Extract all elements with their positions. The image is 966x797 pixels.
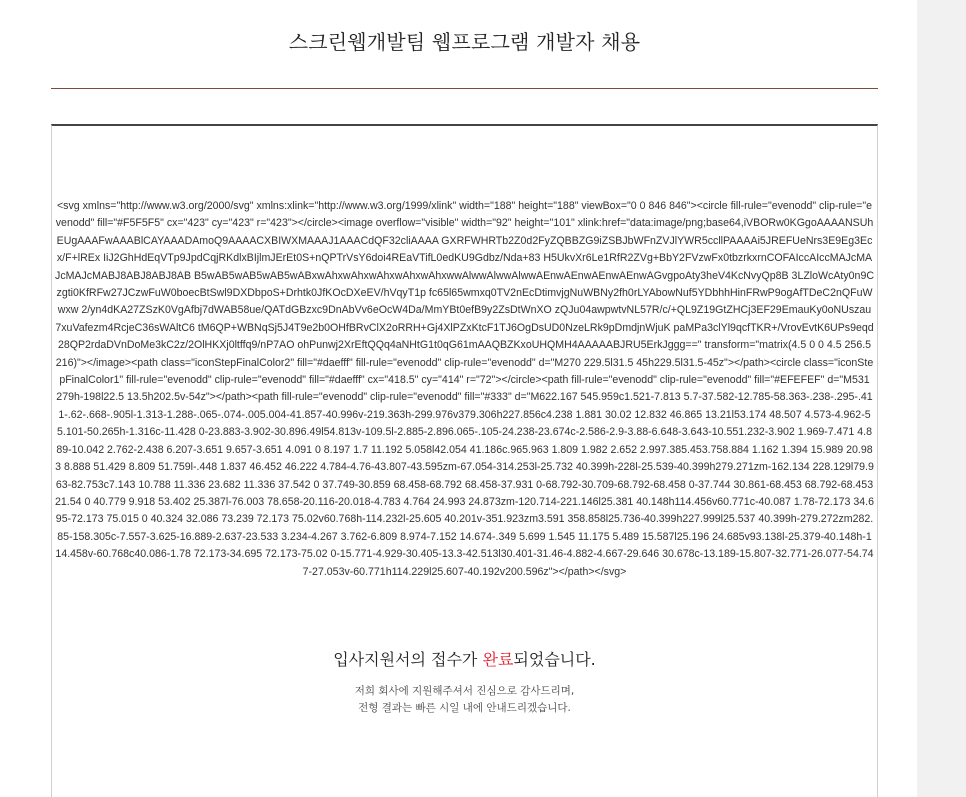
- title-divider: [51, 88, 878, 89]
- completion-card: [51, 124, 878, 797]
- completion-message: [52, 647, 877, 670]
- raw-svg-icon-source: <svg xmlns="http://www.w3.org/2000/svg" xmlns:xlink="http://www.w3.org/1999/xlink" width="188" height="188" viewBox="0 0 846 846"><circle fill-rule="evenodd" clip-rule="evenodd" fill="#F5F5F5" cx="423" cy="423" r="423"></circle><image overflow="visible" width="92" height="101" xlink:href="data:image/png;base64,iVBORw0KGgoAAAANSUhEUgAAAFwAAABlCAYAAADAmoQ9AAAACXBIWXMAAAJ1AAACdQF32cliAAAA GXRFWHRTb2Z0d2FyZQBBZG9iZSBJbWFnZVJlYWR5ccllPAAAAi5JREFUeNrs3E9Eg3Ecx/F+lREx IiJ2GhHdEqVTp9JpdCqjRKdlxBIjlmJErEt0S+nQPTrVsY6doi4REaVTifL0edKU9Gdbz/Nda+83 H5UkvXr6Le1RfR2ZVg+BbY2FVzwFx0tbzrkxrnCOFAIccAIccMAJcMAJcMAJcMABJ8ABJ8ABJ8AB B5wAB5wAB5wAB5wABxwAhxwAhxwAhxwAhxwAhxwwAlwwAlwwAlwwAEnwAEnwAEnwAEnwAGvgpoAty3heV4KcNvyQp8B 3LZloWcAty0n9Czgti0KfRFw27JCzwFuW0boecBtSwl9DXDbpoS+Drhtk0JfKOcDXeEV/hVqyT1p fc65l65wmxq0TV2nEcDtimvjgNuWBNy2fh0rLYAbowNuf5YDbhhHinFRwP9ogAfTDeC2nQFuWwxw 2/yn4dKA27ZSzK0VgAfbj7dWAB58ue/QATdGBzxc9DnAbVv6eOcW4Da/MmYBt0efB9y2ZsDtWnXO zQJu04awpwtvNL57R/c/+QL9Z19GtZHCj3EF29EmauKy0oNUszau7xuVafezm4RcjeC36sWAltC6 tM6QP+WBNqSj5J4T9e2b0OHfBRvClX2oRRH+Gj4XlPZxKtcF1TJ6OgDsUD0NzeLRk9pDmdjnWjuK paMPa3clYl9qcfTKR+/VrovEvtK6UPs9eqd28QP2rdaDVnDoMe3kC2z/2OlHKXj0ltffq9/nP7AO ohPunwj2XrEftQQq4aNHtG1t0qG61mAAQBZKxoUHQMH4AAAAABJRU5ErkJggg==" transform="matrix(4.5 0 0 4.5 256.5 216)"></image><path class="iconStepFinalColor2" fill="#daefff" fill-rule="evenodd" clip-rule="evenodd" d="M270 229.5l31.5 45h229.5l31.5-45z"></path><circle class="iconStepFinalColor1" fill-rule="evenodd" clip-rule="evenodd" fill="#daefff" cx="418.5" cy="414" r="72"></circle><path fill-rule="evenodd" clip-rule="evenodd" fill="#EFEFEF" d="M531 279h-198l22.5 13.5h202.5v-54z"></path><path fill-rule="evenodd" clip-rule="evenodd" fill="#333" d="M622.167 545.959c1.521-7.813 5.7-37.582-12.785-58.363-.238-.295-.411-.62-.668-.905l-1.313-1.288-.065-.074-.005.004-41.857-40.996v-219.363h-299.976v379.306h227.856c4.238 1.881 30.02 12.832 46.865 13.21l53.174 48.507 4.573-4.962-55.101-50.265h-1.316c-11.428 0-23.883-3.902-30.896.49l54.813v-109.5l-2.885-2.896.065-.105-24.238-23.674c-2.586-2.9-3.88-6.648-3.643-10.551.232-3.902 1.969-7.471 4.889-10.042 2.762-2.438 6.207-3.651 9.657-3.651 4.091 0 8.197 1.7 11.192 5.058l42.054 41.186c.965.963 1.809 1.982 2.652 2.997.385.453.758.884 1.162 1.394 15.989 20.983 8.888 51.429 8.809 51.759l-.448 1.837 46.452 46.222 4.784-4.76-43.807-43.595zm-67.054-314.253l-25.732 40.399h-228l-25.539-40.399h279.271zm-162.134 228.129l79.963-82.753c7.143 10.788 11.336 23.682 11.336 37.542 0 37.749-30.859 68.458-68.792 68.458-37.931 0-68.792-30.709-68.792-68.458 0-37.744 30.861-68.453 68.792-68.453 21.54 0 40.779 9.918 53.402 25.387l-76.003 78.658-20.116-20.018-4.783 4.764 24.993 24.873zm-120.714-221.146l25.381 40.148h114.456v60.771c-40.087 1.78-72.173 34.695-72.173 75.015 0 40.324 32.086 73.239 72.173 75.02v60.768h-114.232l-25.605 40.201v-351.923zm3.591 358.858l25.736-40.399h227.999l25.537 40.399h-279.272zm282.85-158.305c-7.557-3.625-16.889-2.637-23.533 3.234-4.267 3.762-6.809 8.974-7.152 14.674-.349 5.699 1.545 11.175 5.489 15.587l25.196 24.685v93.138l-25.379-40.148h-114.458v-60.768c40.086-1.78 72.173-34.695 72.173-75.02 0-15.771-4.929-30.405-13.3-42.513l30.401-31.46-4.882-4.667-29.646 30.678c-13.189-15.807-32.771-26.077-54.747-27.053v-60.771h114.229l25.607-40.192v200.596z"></path></svg>: [55, 200, 874, 578]
- page-title: 스크린웹개발팀 웹프로그램 개발자 채용: [288, 30, 641, 54]
- right-gutter: [917, 0, 966, 797]
- thanks-line-2: 전형 결과는 빠른 시일 내에 안내드리겠습니다.: [358, 702, 571, 714]
- thanks-line-1: 저희 회사에 지원해주셔서 진심으로 감사드리며,: [354, 685, 575, 697]
- completion-message-suffix: 되었습니다.: [513, 650, 596, 669]
- thanks-text: [52, 683, 877, 717]
- completion-message-prefix: 입사지원서의 접수가: [333, 650, 483, 669]
- completion-message-highlight: 완료: [482, 650, 514, 669]
